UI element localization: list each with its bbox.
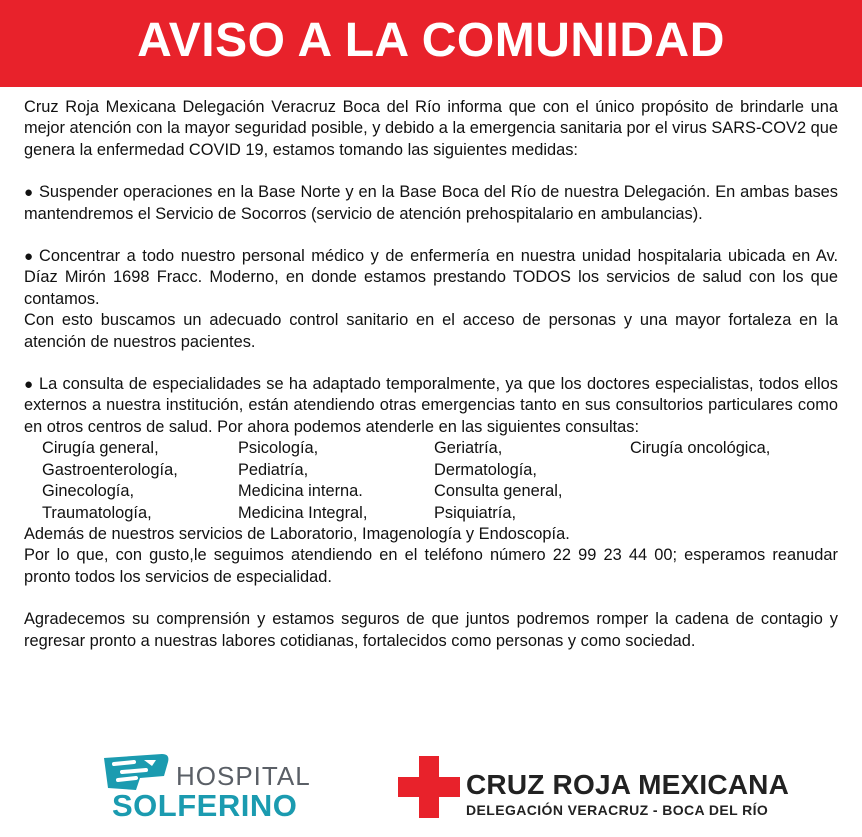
specialty-item: Cirugía general, — [42, 439, 159, 458]
closing-paragraph: Agradecemos su comprensión y estamos seguros de que juntos podremos romper la cadena de contagio y regresar pronto a nuestras labores cotidianas, fortalecidos como personas y como sociedad. — [24, 610, 838, 650]
bullet-text: Concentrar a todo nuestro personal médico y de enfermería en nuestra unidad hospitalaria ubicada en Av. Díaz Mirón 1698 Fracc. Moderno, en donde estamos prestando TODOS los servicios de salud con los que contamos. — [24, 247, 838, 308]
cruz-roja-name: CRUZ ROJA MEXICANA — [466, 769, 790, 800]
red-cross-icon — [398, 756, 460, 818]
cruz-roja-logo — [398, 756, 818, 820]
hospital-solferino-logo — [100, 752, 330, 824]
bullet-icon: ● — [24, 184, 34, 202]
specialty-item — [630, 460, 830, 481]
specialty-item: Geriatría, — [434, 439, 503, 458]
bullet-item — [24, 182, 838, 225]
specialty-item: Psicología, — [238, 439, 319, 458]
specialty-item: Cirugía oncológica, — [630, 439, 771, 458]
specialty-item: Medicina Integral, — [238, 503, 368, 522]
footer-logos — [0, 748, 862, 828]
bullet-text: Suspender operaciones en la Base Norte y en la Base Boca del Río de nuestra Delegación. En ambas bases mantendremos el Servicio de Socorros (servicio de atención prehospitalario en ambulancias). — [24, 183, 838, 223]
bullet-icon: ● — [24, 376, 34, 394]
notice-title: AVISO A LA COMUNIDAD — [137, 13, 725, 67]
phone-paragraph: Por lo que, con gusto,le seguimos atendiendo en el teléfono número 22 99 23 44 00; esperamos reanudar pronto todos los servicios de especialidad. — [24, 546, 838, 586]
followup-paragraph: Con esto buscamos un adecuado control sanitario en el acceso de personas y una mayor fortaleza en la atención de nuestros pacientes. — [24, 311, 838, 351]
specialty-item: Gastroenterología, — [42, 460, 178, 479]
bullet-item — [24, 374, 838, 438]
cruz-roja-delegation: DELEGACIÓN VERACRUZ - BOCA DEL RÍO — [466, 802, 769, 818]
notice-body — [24, 97, 838, 652]
specialty-item: Pediatría, — [238, 460, 309, 479]
header-banner — [0, 0, 862, 87]
specialty-item: Psiquiatría, — [434, 503, 516, 522]
specialty-item: Traumatología, — [42, 503, 152, 522]
specialty-item — [630, 481, 830, 502]
bullet-item — [24, 246, 838, 310]
bullet-text: La consulta de especialidades se ha adaptado temporalmente, ya que los doctores especialistas, todos ellos externos a nuestra institución, están atendiendo otras emergencias tanto en sus consultorios particulares como en otros centros de salud. Por ahora podemos atenderle en las siguientes consultas: — [24, 375, 838, 436]
hospital-emblem-icon — [100, 752, 174, 792]
hospital-wordmark: HOSPITAL — [176, 761, 311, 791]
services-line: Además de nuestros servicios de Laboratorio, Imagenología y Endoscopía. — [24, 524, 570, 543]
intro-paragraph: Cruz Roja Mexicana Delegación Veracruz Boca del Río informa que con el único propósito de brindarle una mejor atención con la mayor seguridad posible, y debido a la emergencia sanitaria por el virus SARS-COV2 que genera la enfermedad COVID 19, estamos tomando las siguientes medidas: — [24, 98, 838, 159]
bullet-icon: ● — [24, 248, 34, 266]
specialty-item: Medicina interna. — [238, 482, 363, 501]
specialty-item — [630, 503, 830, 524]
specialty-item: Dermatología, — [434, 460, 537, 479]
specialty-item: Ginecología, — [42, 482, 135, 501]
solferino-wordmark: SOLFERINO — [112, 788, 298, 823]
specialties-list — [42, 438, 838, 524]
specialty-item: Consulta general, — [434, 482, 563, 501]
